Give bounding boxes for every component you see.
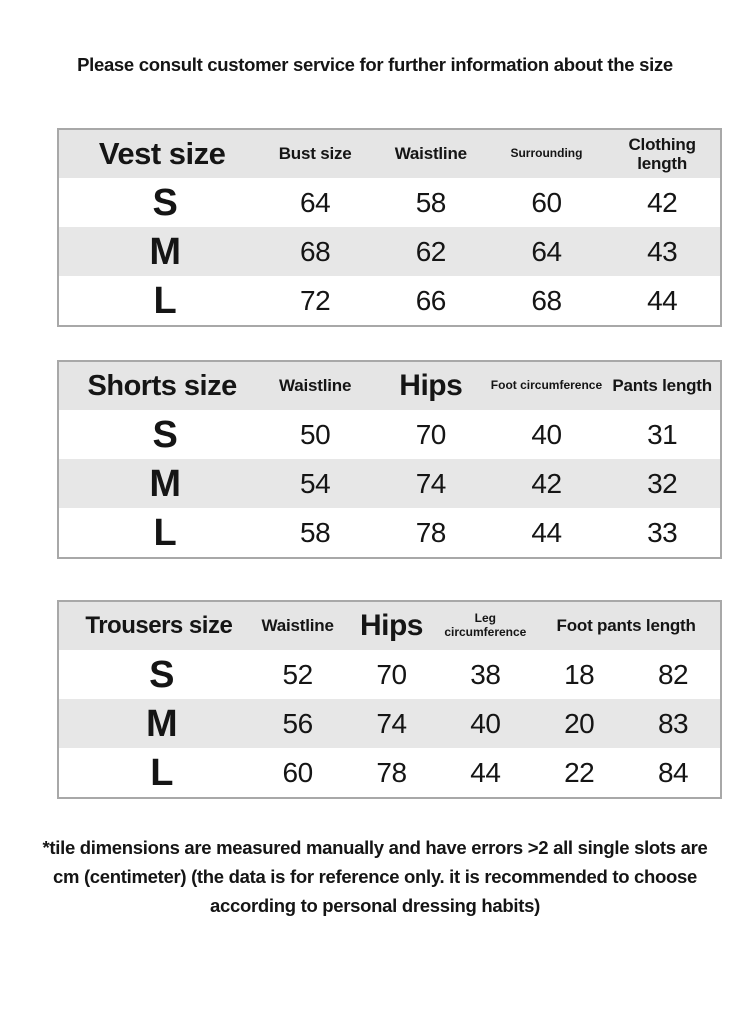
value-cell: 83 (657, 707, 689, 739)
column-header: Clothing length (628, 134, 696, 173)
header-row (59, 130, 720, 178)
footer-note: *tile dimensions are measured manually and have errors >2 all single slots are cm (centimeter) (the data is for reference only. it is recommended to choose according to personal dressing habits) (42, 837, 708, 916)
value-cell: 40 (470, 707, 501, 739)
size-tables (0, 128, 750, 799)
column-header: Waistline (261, 616, 334, 636)
value-cell: 33 (647, 516, 678, 548)
value-cell: 40 (531, 418, 562, 450)
value-cell: 58 (300, 516, 331, 548)
top-note: Please consult customer service for further information about the size (77, 54, 673, 75)
value-cell: 82 (657, 658, 689, 690)
value-cell: 52 (282, 658, 313, 690)
value-cell: 74 (376, 707, 407, 739)
value-cell: 56 (282, 707, 313, 739)
table-title: Vest size (98, 136, 226, 171)
size-cell: L (153, 511, 177, 554)
value-cell: 54 (300, 467, 331, 499)
value-cell: 22 (564, 756, 595, 788)
size-table (57, 600, 722, 799)
value-cell: 66 (415, 284, 446, 316)
size-cell: M (146, 702, 178, 745)
value-cell: 62 (415, 235, 446, 267)
size-cell: S (152, 413, 178, 456)
table-row (59, 748, 720, 797)
value-cell: 64 (531, 235, 562, 267)
value-cell: 44 (531, 516, 562, 548)
header-row (59, 602, 720, 650)
column-header: Waistline (394, 144, 467, 164)
table-row (59, 410, 720, 459)
value-cell: 31 (647, 418, 678, 450)
table-row (59, 508, 720, 557)
size-table (57, 360, 722, 559)
value-cell: 44 (647, 284, 678, 316)
value-cell: 58 (415, 186, 446, 218)
value-cell: 70 (415, 418, 446, 450)
table-row (59, 276, 720, 325)
column-header: Pants length (612, 376, 712, 396)
table-row (59, 178, 720, 227)
value-cell: 60 (531, 186, 562, 218)
size-chart-page (0, 52, 750, 920)
value-cell: 44 (470, 756, 501, 788)
column-header: Bust size (278, 144, 352, 164)
table-row (59, 650, 720, 699)
size-table (57, 128, 722, 327)
value-cell: 84 (657, 756, 689, 788)
value-cell: 60 (282, 756, 313, 788)
value-cell: 68 (531, 284, 562, 316)
size-cell: S (149, 653, 175, 696)
table-row (59, 459, 720, 508)
size-cell: L (153, 279, 177, 322)
value-cell: 70 (376, 658, 407, 690)
value-cell: 78 (376, 756, 407, 788)
value-cell: 78 (415, 516, 446, 548)
column-header: Foot circumference (490, 378, 603, 393)
column-header: Waistline (279, 376, 352, 396)
column-header: Foot pants length (556, 616, 696, 636)
column-header: Leg circumference (444, 611, 527, 639)
value-cell: 42 (647, 186, 678, 218)
size-cell: M (149, 462, 181, 505)
value-cell: 50 (300, 418, 331, 450)
value-cell: 64 (300, 186, 331, 218)
value-cell: 42 (531, 467, 562, 499)
column-header: Hips (359, 609, 423, 642)
table-row (59, 699, 720, 748)
value-cell: 68 (300, 235, 331, 267)
value-cell: 43 (647, 235, 678, 267)
size-cell: S (152, 181, 178, 224)
table-row (59, 227, 720, 276)
value-cell: 18 (564, 658, 595, 690)
value-cell: 74 (415, 467, 446, 499)
size-cell: M (149, 230, 181, 273)
column-header: Surrounding (510, 146, 583, 161)
column-header: Hips (399, 369, 463, 402)
table-title: Trousers size (85, 612, 233, 639)
value-cell: 20 (564, 707, 595, 739)
value-cell: 32 (647, 467, 678, 499)
size-cell: L (150, 751, 174, 794)
value-cell: 72 (300, 284, 331, 316)
header-row (59, 362, 720, 410)
value-cell: 38 (470, 658, 501, 690)
table-title: Shorts size (87, 369, 237, 402)
